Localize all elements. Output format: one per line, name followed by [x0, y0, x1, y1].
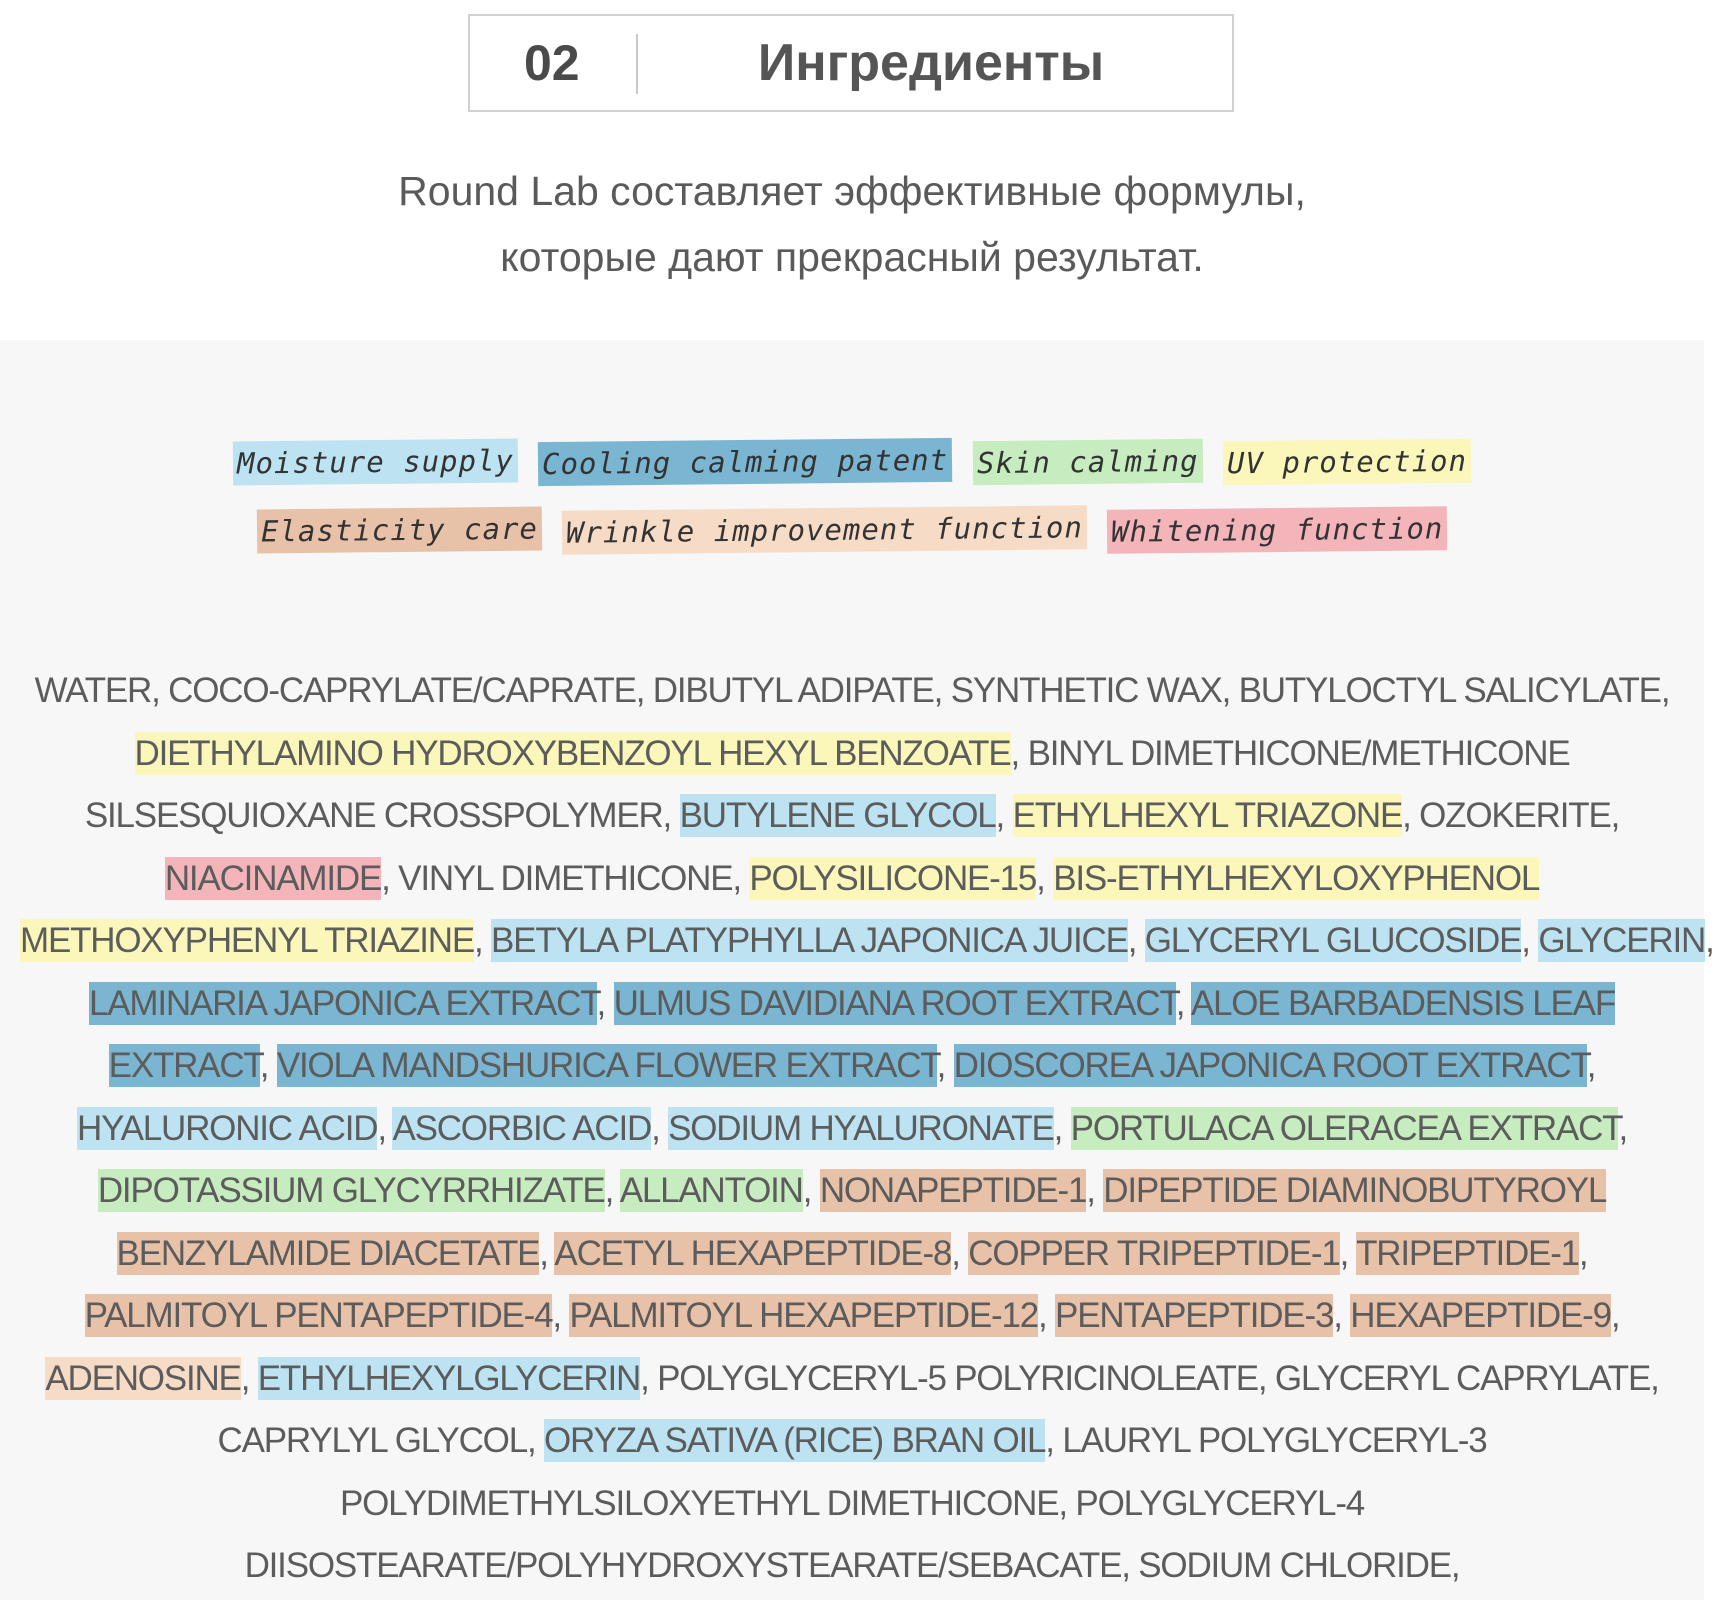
ingredient-line — [20, 1348, 1684, 1411]
ingredient-highlight-elastic: BENZYLAMIDE DIACETATE — [116, 1233, 540, 1273]
ingredient-text: , — [1175, 983, 1191, 1023]
ingredient-line — [20, 1223, 1684, 1286]
ingredient-highlight-elastic: NONAPEPTIDE-1 — [819, 1171, 1087, 1210]
ingredient-text: , — [1705, 921, 1714, 960]
ingredient-text: , LAURYL POLYGLYCERYL-3 — [1045, 1421, 1487, 1460]
ingredient-line — [20, 1285, 1684, 1348]
ingredient-text: SILSESQUIOXANE CROSSPOLYMER, — [84, 796, 680, 835]
legend-whitening-function: Whitening function — [1107, 506, 1448, 554]
ingredient-highlight-uv: ETHYLHEXYL TRIAZONE — [1012, 796, 1403, 835]
ingredient-text: , — [240, 1358, 258, 1398]
ingredient-text: , VINYL DIMETHICONE, — [381, 858, 750, 898]
ingredient-text: , — [259, 1046, 277, 1085]
ingredient-highlight-uv: POLYSILICONE-15 — [749, 858, 1037, 898]
ingredient-highlight-uv: METHOXYPHENYL TRIAZINE — [20, 921, 474, 960]
header-section — [0, 0, 1704, 340]
legend-wrinkle-improvement: Wrinkle improvement function — [562, 505, 1087, 554]
ingredient-highlight-skin: PORTULACA OLERACEA EXTRACT — [1070, 1108, 1619, 1148]
ingredient-highlight-elastic: TRIPEPTIDE-1 — [1356, 1233, 1579, 1273]
ingredient-highlight-uv: BIS-ETHYLHEXYLOXYPHENOL — [1053, 858, 1540, 898]
ingredient-highlight-elastic: ACETYL HEXAPEPTIDE-8 — [554, 1233, 952, 1273]
ingredient-line — [20, 1535, 1684, 1598]
ingredient-line — [20, 1098, 1684, 1161]
ingredient-line — [20, 785, 1684, 848]
legend-elasticity-care: Elasticity care — [256, 507, 541, 554]
ingredient-text: , — [596, 983, 614, 1023]
ingredient-text: , — [604, 1171, 620, 1210]
ingredient-highlight-moisture: GLYCERYL GLUCOSIDE — [1144, 921, 1522, 960]
ingredient-highlight-moisture: SODIUM HYALURONATE — [668, 1108, 1054, 1148]
ingredient-text: , — [1586, 1046, 1596, 1085]
legend — [0, 440, 1704, 576]
ingredient-highlight-moisture: ASCORBIC ACID — [392, 1108, 652, 1148]
legend-skin-calming: Skin calming — [973, 439, 1203, 485]
ingredient-line — [20, 660, 1684, 723]
ingredient-highlight-elastic: COPPER TRIPEPTIDE-1 — [968, 1233, 1340, 1273]
ingredient-text: , POLYGLYCERYL-5 POLYRICINOLEATE, GLYCERYL CAPRYLATE, — [640, 1358, 1659, 1398]
ingredient-highlight-cooling: ULMUS DAVIDIANA ROOT EXTRACT — [613, 983, 1176, 1023]
ingredients-section — [0, 340, 1714, 1600]
legend-row-1 — [0, 440, 1704, 508]
ingredient-highlight-elastic: PALMITOYL PENTAPEPTIDE-4 — [84, 1296, 553, 1335]
ingredient-line — [20, 973, 1684, 1036]
ingredient-highlight-moisture: HYALURONIC ACID — [77, 1108, 378, 1148]
ingredient-highlight-cooling: LAMINARIA JAPONICA EXTRACT — [88, 983, 597, 1023]
ingredient-text: , — [1333, 1296, 1351, 1335]
ingredient-text: , — [995, 796, 1013, 835]
legend-cooling-calming-patent: Cooling calming patent — [538, 438, 953, 486]
ingredient-line — [20, 723, 1684, 786]
ingredient-highlight-cooling: ALOE BARBADENSIS LEAF — [1190, 983, 1616, 1023]
ingredient-highlight-cooling: DIOSCOREA JAPONICA ROOT EXTRACT — [953, 1046, 1587, 1085]
ingredient-line — [20, 1035, 1684, 1098]
ingredient-text: , — [802, 1171, 820, 1210]
ingredient-line — [20, 1410, 1684, 1473]
ingredient-highlight-white: NIACINAMIDE — [164, 858, 382, 898]
ingredient-text: POLYDIMETHYLSILOXYETHYL DIMETHICONE, POLYGLYCERYL-4 — [339, 1483, 1365, 1523]
ingredient-text: , — [1086, 1171, 1104, 1210]
ingredient-highlight-skin: DIPOTASSIUM GLYCYRRHIZATE — [97, 1171, 605, 1210]
ingredient-text: , — [951, 1233, 969, 1273]
subtitle — [0, 158, 1704, 290]
legend-row-2 — [0, 508, 1704, 576]
ingredient-list — [20, 660, 1714, 1598]
ingredient-text: , — [1053, 1108, 1071, 1148]
ingredient-highlight-cooling: EXTRACT — [108, 1046, 260, 1085]
section-title-box — [468, 14, 1234, 112]
title-divider — [636, 34, 638, 94]
section-title: Ингредиенты — [757, 34, 1105, 92]
ingredient-text: , BINYL DIMETHICONE/METHICONE — [1010, 733, 1570, 773]
ingredient-highlight-wrinkle: ADENOSINE — [45, 1358, 241, 1398]
ingredient-text: , — [936, 1046, 954, 1085]
ingredient-text: , — [1578, 1233, 1588, 1273]
ingredient-highlight-moisture: BUTYLENE GLYCOL — [679, 796, 996, 835]
ingredient-text: , OZOKERITE, — [1402, 796, 1620, 835]
section-number: 02 — [524, 35, 580, 91]
ingredient-text: , — [552, 1296, 570, 1335]
ingredient-highlight-moisture: BETYLA PLATYPHYLLA JAPONICA JUICE — [491, 921, 1128, 960]
ingredient-text: , — [1127, 921, 1145, 960]
ingredient-line — [20, 910, 1714, 973]
ingredient-text: , — [1339, 1233, 1357, 1273]
ingredient-text: WATER, COCO-CAPRYLATE/CAPRATE, DIBUTYL ADIPATE, SYNTHETIC WAX, BUTYLOCTYL SALICYLATE, — [34, 671, 1670, 710]
subtitle-line-1: Round Lab составляет эффективные формулы, — [398, 168, 1306, 214]
ingredient-text: DIISOSTEARATE/POLYHYDROXYSTEARATE/SEBACATE, SODIUM CHLORIDE, — [244, 1546, 1460, 1585]
ingredient-text: , — [651, 1108, 669, 1148]
legend-moisture-supply: Moisture supply — [233, 439, 518, 486]
ingredient-line — [20, 848, 1684, 911]
ingredient-text: , — [473, 921, 492, 960]
ingredient-text: , — [1618, 1108, 1627, 1148]
ingredient-highlight-elastic: PALMITOYL HEXAPEPTIDE-12 — [569, 1296, 1038, 1335]
ingredient-highlight-elastic: DIPEPTIDE DIAMINOBUTYROYL — [1103, 1171, 1607, 1210]
ingredient-highlight-cooling: VIOLA MANDSHURICA FLOWER EXTRACT — [276, 1046, 937, 1085]
ingredient-text: CAPRYLYL GLYCOL, — [217, 1421, 545, 1460]
subtitle-line-2: которые дают прекрасный результат. — [500, 234, 1204, 280]
ingredient-line — [20, 1473, 1684, 1536]
ingredient-text: , — [1610, 1296, 1620, 1335]
ingredient-text: , — [539, 1233, 555, 1273]
ingredient-highlight-moisture: ETHYLHEXYLGLYCERIN — [257, 1358, 641, 1398]
legend-uv-protection: UV protection — [1223, 439, 1471, 486]
ingredient-text: , — [1037, 1296, 1056, 1335]
ingredient-highlight-skin: ALLANTOIN — [619, 1171, 803, 1210]
ingredient-text: , — [1036, 858, 1054, 898]
ingredient-highlight-moisture: ORYZA SATIVA (RICE) BRAN OIL — [544, 1421, 1046, 1460]
ingredient-highlight-elastic: PENTAPEPTIDE-3 — [1055, 1296, 1334, 1335]
ingredient-text: , — [1521, 921, 1539, 960]
ingredient-highlight-moisture: GLYCERIN — [1538, 921, 1706, 960]
ingredient-highlight-elastic: HEXAPEPTIDE-9 — [1350, 1296, 1611, 1335]
ingredient-line — [20, 1160, 1684, 1223]
ingredient-highlight-uv: DIETHYLAMINO HYDROXYBENZOYL HEXYL BENZOATE — [134, 733, 1011, 773]
ingredient-text: , — [377, 1108, 393, 1148]
